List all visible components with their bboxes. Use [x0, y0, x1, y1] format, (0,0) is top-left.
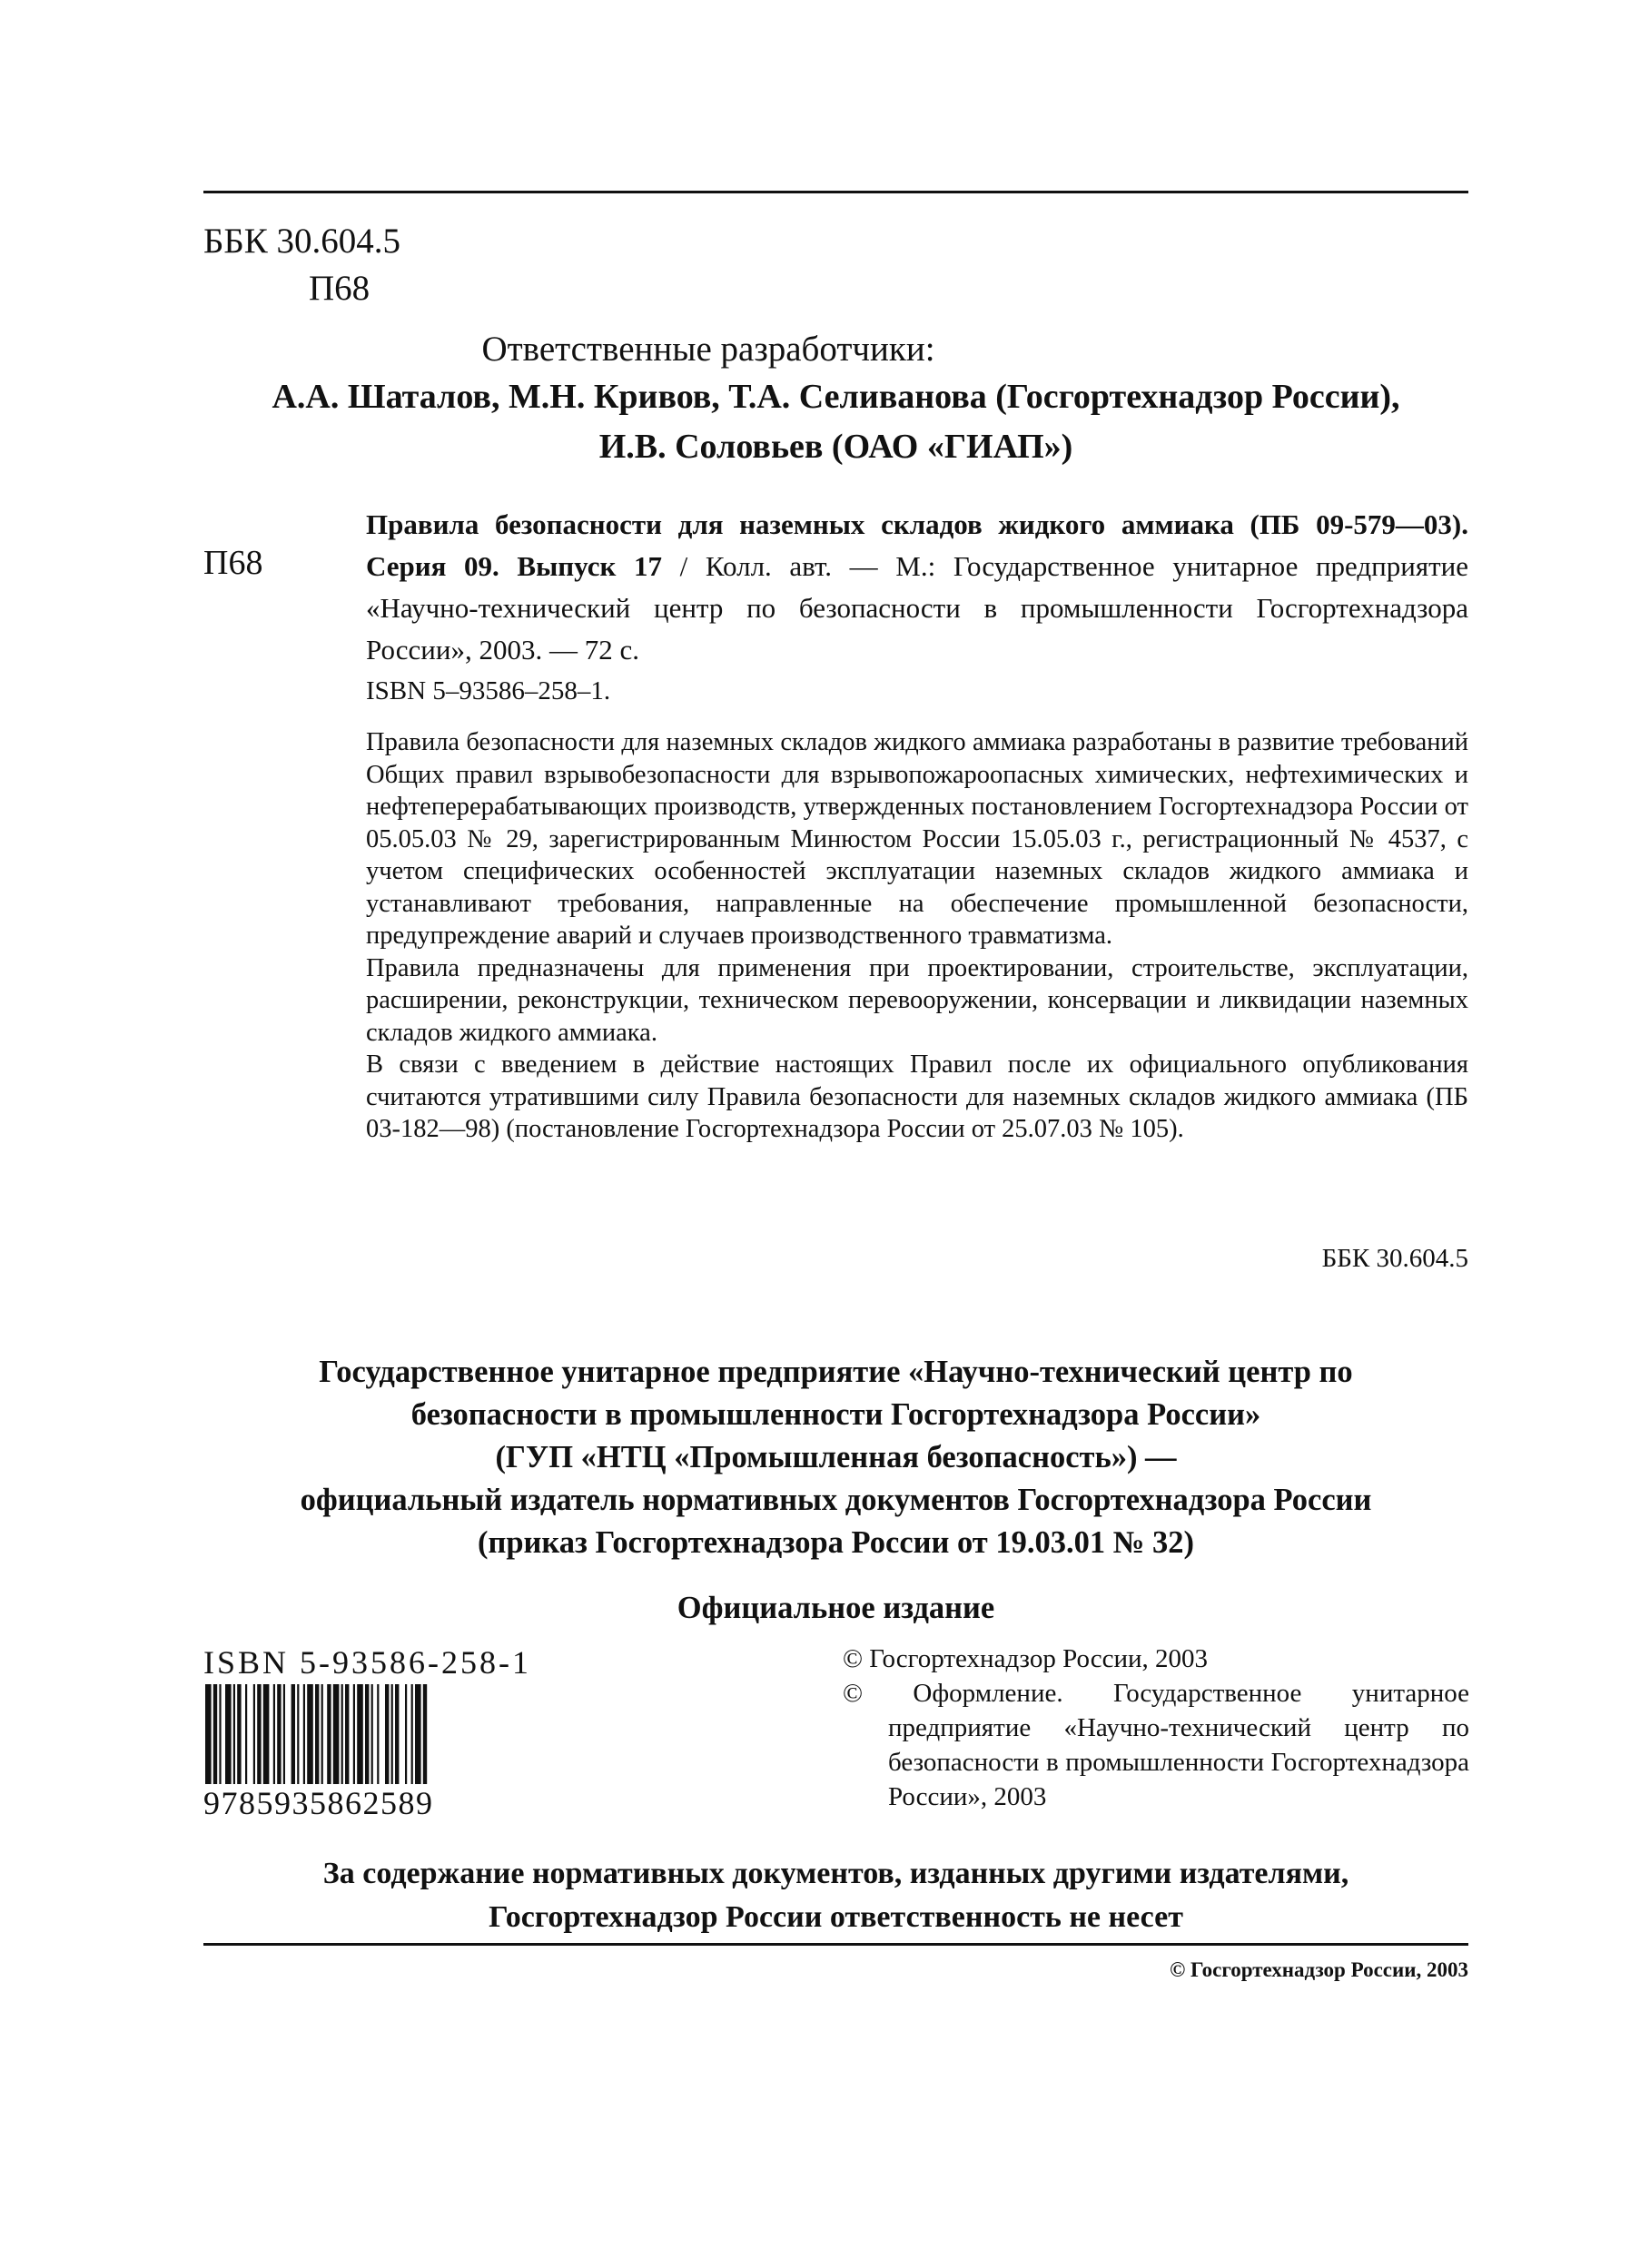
barcode-digits: 9785935862589 [203, 1785, 434, 1821]
bib-margin-mark: П68 [203, 544, 263, 582]
developers-line-1: А.А. Шаталов, М.Н. Кривов, Т.А. Селиванова (Госгортехнадзор России), [272, 378, 1400, 416]
abstract [366, 726, 1468, 1146]
bottom-rule [203, 1943, 1468, 1946]
developers-names [203, 372, 1468, 472]
abstract-p2: Правила предназначены для применения при проектировании, строительстве, эксплуатации, расширении, реконструкции, техническом перевооружении, консервации и ликвидации наземных складов жидкого аммиака. [366, 953, 1468, 1047]
disclaimer-line-2: Госгортехнадзор России ответственность не несет [489, 1900, 1183, 1934]
barcode-isbn: ISBN 5-93586-258-1 [203, 1644, 531, 1681]
developers-label: Ответственные разработчики: [481, 330, 935, 369]
official-edition: Официальное издание [677, 1591, 995, 1625]
disclaimer [203, 1852, 1468, 1939]
footer-copyright: © Госгортехнадзор России, 2003 [1170, 1958, 1468, 1981]
publisher-line-2: безопасности в промышленности Госгортехнадзора России» [410, 1397, 1261, 1432]
abstract-p1: Правила безопасности для наземных складов жидкого аммиака разработаны в развитие требований Общих правил взрывобезопасности для взрывопожароопасных химических, нефтехимических и нефтеперерабатывающих производств, утвержденных постановлением Госгортехнадзора России от 05.05.03 № 29, зарегистрированным Минюстом России 15.05.03 г., регистрационный № 4537, с учетом специфических особенностей эксплуатации наземных складов жидкого аммиака и устанавливают требования, направленные на обеспечение промышленной безопасности, предупреждение аварий и случаев производственного травматизма. [366, 728, 1468, 950]
publisher-block [203, 1351, 1468, 1564]
copyright-2: © Оформление. Государственное унитарное предприятие «Научно-технический центр по безопасности в промышленности Госгортехнадзора России», 2003 [843, 1679, 1469, 1811]
bbk-block [203, 218, 400, 312]
publisher-line-3: (ГУП «НТЦ «Промышленная безопасность») — [495, 1440, 1177, 1474]
abstract-p3: В связи с введением в действие настоящих Правил после их официального опубликования считаются утратившими силу Правила безопасности для наземных складов жидкого аммиака (ПБ 03-182—98) (постановление Госгортехнадзора России от 25.07.03 № 105). [366, 1050, 1468, 1143]
bib-isbn: ISBN 5–93586–258–1. [366, 676, 611, 705]
top-rule [203, 191, 1468, 193]
bib-rest: / Колл. авт. — М.: Государственное унитарное предприятие «Научно-технический центр по безопасности в промышленности Госгортехнадзора России», 2003. — 72 с. [366, 550, 1469, 666]
publisher-line-1: Государственное унитарное предприятие «Научно-технический центр по [319, 1355, 1353, 1389]
publisher-line-5: (приказ Госгортехнадзора России от 19.03.01 № 32) [477, 1525, 1195, 1560]
author-mark: П68 [309, 269, 370, 308]
copyrights [843, 1642, 1469, 1814]
copyright-1: © Госгортехнадзор России, 2003 [843, 1644, 1208, 1673]
abstract-bbk: ББК 30.604.5 [1321, 1244, 1468, 1273]
developers-line-2: И.В. Соловьев (ОАО «ГИАП») [598, 428, 1073, 466]
publisher-line-4: официальный издатель нормативных документов Госгортехнадзора России [300, 1483, 1372, 1517]
bib-series: Серия 09. Выпуск 17 [366, 550, 662, 582]
disclaimer-line-1: За содержание нормативных документов, изданных другими издателями, [322, 1857, 1349, 1890]
bibliographic-record [366, 504, 1468, 671]
bbk-code: ББК 30.604.5 [203, 222, 401, 261]
bib-title: Правила безопасности для наземных складов жидкого аммиака (ПБ 09-579—03). [366, 508, 1468, 540]
